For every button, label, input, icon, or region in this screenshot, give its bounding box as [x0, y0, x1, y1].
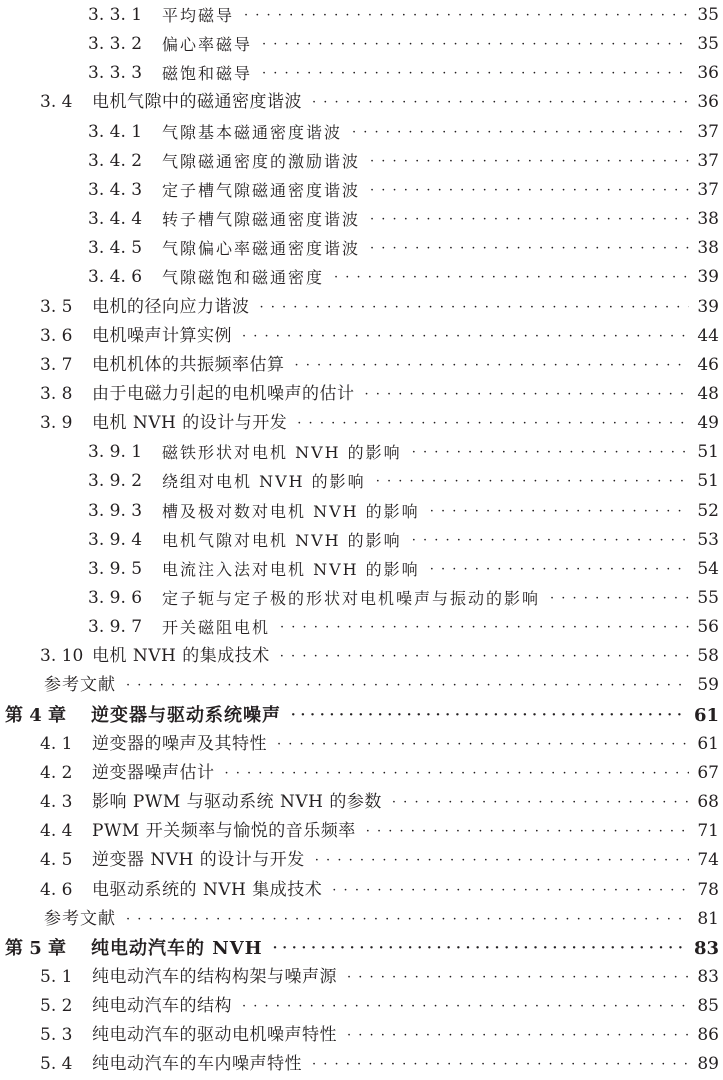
entry-title: 定子槽气隙磁通密度谐波 [162, 180, 361, 200]
entry-number: 第 4 章 [5, 704, 67, 726]
entry-page-number: 85 [697, 996, 719, 1017]
entry-number: 3. 5 [40, 296, 73, 317]
entry-page-number: 55 [697, 588, 719, 608]
dot-leader [242, 992, 689, 1021]
entry-number: 3. 9. 7 [88, 617, 143, 638]
dot-leader [244, 1, 689, 30]
entry-page-number: 71 [697, 821, 719, 842]
dot-leader [365, 380, 690, 409]
dot-leader [366, 817, 690, 846]
dot-leader [334, 263, 689, 292]
entry-title: 纯电动汽车的 NVH [91, 937, 263, 959]
entry-title: 电机气隙对电机 NVH 的影响 [162, 530, 402, 550]
entry-title: 逆变器与驱动系统噪声 [91, 704, 281, 726]
dot-leader [277, 730, 689, 759]
entry-number: 3. 3. 1 [88, 5, 143, 25]
toc-entry[interactable] [0, 555, 723, 584]
dot-leader [550, 584, 689, 613]
toc-entry[interactable] [0, 526, 723, 555]
entry-title: 电机 NVH 的设计与开发 [92, 413, 288, 434]
toc-entry[interactable] [0, 642, 723, 671]
entry-number: 5. 1 [40, 966, 73, 987]
toc-entry[interactable] [0, 992, 723, 1021]
entry-number: 3. 9. 6 [88, 588, 143, 608]
entry-title: 影响 PWM 与驱动系统 NVH 的参数 [92, 792, 382, 813]
entry-title: 逆变器 NVH 的设计与开发 [92, 850, 305, 871]
entry-number: 4. 5 [40, 850, 73, 871]
entry-title: 槽及极对数对电机 NVH 的影响 [162, 501, 420, 521]
toc-entry[interactable] [0, 88, 723, 117]
entry-title: 电机噪声计算实例 [92, 325, 232, 346]
entry-page-number: 56 [697, 617, 719, 638]
entry-page-number: 48 [697, 383, 719, 404]
dot-leader [280, 642, 690, 671]
entry-page-number: 86 [697, 1025, 719, 1046]
entry-title: 参考文献 [44, 908, 116, 929]
entry-page-number: 38 [697, 209, 719, 230]
entry-page-number: 38 [697, 238, 719, 259]
dot-leader [126, 671, 689, 700]
entry-page-number: 39 [697, 267, 719, 288]
entry-number: 3. 6 [40, 325, 73, 346]
entry-title: 定子轭与定子极的形状对电机噪声与振动的影响 [162, 589, 541, 608]
entry-page-number: 37 [697, 150, 719, 171]
toc-entry[interactable] [0, 730, 723, 759]
entry-title: 逆变器噪声估计 [92, 762, 215, 783]
chapter-entry[interactable] [0, 701, 723, 730]
dot-leader [262, 30, 689, 59]
toc-entry[interactable] [0, 1050, 723, 1079]
entry-title: 电机的径向应力谐波 [92, 296, 250, 317]
toc-entry[interactable] [0, 963, 723, 992]
toc-entry[interactable] [0, 876, 723, 905]
dot-leader [312, 1050, 689, 1079]
entry-title: 转子槽气隙磁通密度谐波 [162, 210, 361, 230]
entry-title: 偏心率磁导 [162, 35, 253, 55]
entry-page-number: 83 [693, 937, 719, 959]
entry-page-number: 83 [697, 966, 719, 987]
dot-leader [392, 788, 689, 817]
entry-title: 绕组对电机 NVH 的影响 [162, 472, 366, 492]
entry-number: 3. 3. 3 [88, 63, 143, 84]
entry-number: 3. 9 [40, 413, 73, 434]
dot-leader [332, 876, 689, 905]
toc-entry[interactable] [0, 380, 723, 409]
toc-entry[interactable] [0, 176, 723, 205]
entry-title: 电机气隙中的磁通密度谐波 [92, 92, 302, 113]
entry-page-number: 61 [697, 733, 719, 754]
toc-entry[interactable] [0, 59, 723, 88]
toc-entry[interactable] [0, 846, 723, 875]
entry-title: 电机机体的共振频率估算 [92, 354, 285, 375]
entry-page-number: 68 [697, 792, 719, 813]
entry-page-number: 46 [697, 354, 719, 375]
entry-number: 第 5 章 [5, 937, 67, 959]
entry-page-number: 49 [697, 413, 719, 434]
entry-number: 5. 2 [40, 996, 73, 1017]
dot-leader [370, 234, 689, 263]
entry-number: 3. 3. 2 [88, 34, 143, 55]
entry-page-number: 37 [697, 121, 719, 142]
toc-entry[interactable] [0, 205, 723, 234]
dot-leader [280, 613, 689, 642]
entry-number: 3. 4. 5 [88, 238, 143, 259]
entry-number: 3. 4. 3 [88, 179, 143, 200]
dot-leader [347, 1021, 689, 1050]
entry-title: PWM 开关频率与愉悦的音乐频率 [92, 821, 356, 842]
dot-leader [376, 467, 690, 496]
dot-leader [347, 963, 689, 992]
dot-leader [291, 701, 686, 730]
entry-page-number: 53 [697, 529, 719, 550]
entry-page-number: 89 [697, 1054, 719, 1075]
toc-entry[interactable] [0, 234, 723, 263]
entry-number: 4. 1 [40, 733, 73, 754]
entry-title: 气隙基本磁通密度谐波 [162, 122, 343, 142]
entry-page-number: 54 [697, 558, 719, 579]
entry-number: 3. 9. 5 [88, 558, 143, 579]
entry-title: 电流注入法对电机 NVH 的影响 [162, 559, 420, 579]
entry-title: 参考文献 [44, 675, 116, 696]
dot-leader [297, 409, 689, 438]
entry-number: 3. 4. 2 [88, 150, 143, 171]
entry-title: 逆变器的噪声及其特性 [92, 733, 267, 754]
dot-leader [260, 293, 690, 322]
toc-entry[interactable] [0, 263, 723, 292]
entry-title: 电驱动系统的 NVH 集成技术 [92, 879, 323, 900]
toc-entry[interactable] [0, 613, 723, 642]
toc-entry[interactable] [0, 759, 723, 788]
entry-page-number: 81 [697, 908, 719, 929]
entry-page-number: 35 [697, 34, 719, 55]
entry-title: 平均磁导 [162, 6, 235, 25]
entry-number: 3. 7 [40, 354, 73, 375]
entry-page-number: 37 [697, 179, 719, 200]
entry-number: 5. 3 [40, 1025, 73, 1046]
dot-leader [370, 147, 689, 176]
entry-title: 气隙磁通密度的激励谐波 [162, 151, 361, 171]
toc-entry[interactable] [0, 788, 723, 817]
entry-number: 5. 4 [40, 1054, 73, 1075]
entry-page-number: 36 [697, 63, 719, 84]
dot-leader [430, 497, 690, 526]
entry-title: 纯电动汽车的结构构架与噪声源 [92, 966, 337, 987]
references-entry[interactable] [0, 671, 723, 700]
entry-page-number: 36 [697, 92, 719, 113]
dot-leader [370, 205, 689, 234]
entry-title: 由于电磁力引起的电机噪声的估计 [92, 383, 355, 404]
references-entry[interactable] [0, 905, 723, 934]
entry-page-number: 78 [697, 879, 719, 900]
dot-leader [262, 59, 689, 88]
entry-number: 3. 4 [40, 92, 73, 113]
dot-leader [412, 438, 690, 467]
entry-page-number: 59 [697, 675, 719, 696]
toc-entry[interactable] [0, 409, 723, 438]
entry-number: 4. 3 [40, 792, 73, 813]
entry-title: 磁铁形状对电机 NVH 的影响 [162, 443, 402, 463]
dot-leader [312, 88, 689, 117]
entry-title: 纯电动汽车的结构 [92, 996, 232, 1017]
entry-page-number: 74 [697, 850, 719, 871]
dot-leader [242, 322, 689, 351]
entry-number: 3. 4. 4 [88, 209, 143, 230]
entry-title: 电机 NVH 的集成技术 [92, 646, 270, 667]
entry-title: 纯电动汽车的车内噪声特性 [92, 1054, 302, 1075]
dot-leader [273, 934, 686, 963]
entry-title: 开关磁阻电机 [162, 618, 271, 638]
entry-title: 气隙偏心率磁通密度谐波 [162, 239, 361, 259]
dot-leader [352, 118, 689, 147]
toc-entry[interactable] [0, 1, 723, 30]
entry-number: 3. 8 [40, 383, 73, 404]
toc-entry[interactable] [0, 467, 723, 496]
chapter-entry[interactable] [0, 934, 723, 963]
entry-number: 3. 10 [40, 646, 84, 667]
entry-page-number: 58 [697, 646, 719, 667]
toc-entry[interactable] [0, 30, 723, 59]
dot-leader [295, 351, 690, 380]
entry-page-number: 52 [697, 500, 719, 521]
entry-number: 3. 9. 1 [88, 442, 143, 463]
dot-leader [225, 759, 690, 788]
entry-number: 4. 6 [40, 879, 73, 900]
entry-number: 3. 4. 6 [88, 267, 143, 288]
entry-number: 4. 2 [40, 762, 73, 783]
toc-entry[interactable] [0, 584, 723, 613]
entry-number: 3. 9. 3 [88, 500, 143, 521]
entry-page-number: 39 [697, 296, 719, 317]
entry-page-number: 44 [697, 325, 719, 346]
dot-leader [412, 526, 690, 555]
toc-entry[interactable] [0, 147, 723, 176]
toc-entry[interactable] [0, 118, 723, 147]
entry-number: 3. 9. 4 [88, 529, 143, 550]
dot-leader [315, 846, 690, 875]
entry-number: 3. 4. 1 [88, 121, 143, 142]
entry-title: 磁饱和磁导 [162, 64, 253, 84]
entry-page-number: 61 [693, 704, 719, 726]
toc-entry[interactable] [0, 293, 723, 322]
toc-entry[interactable] [0, 817, 723, 846]
dot-leader [430, 555, 690, 584]
entry-page-number: 67 [697, 762, 719, 783]
entry-page-number: 51 [697, 471, 719, 492]
entry-page-number: 51 [697, 442, 719, 463]
dot-leader [370, 176, 689, 205]
entry-title: 纯电动汽车的驱动电机噪声特性 [92, 1025, 337, 1046]
toc-entry[interactable] [0, 322, 723, 351]
entry-title: 气隙磁饱和磁通密度 [162, 268, 325, 288]
entry-number: 3. 9. 2 [88, 471, 143, 492]
toc-entry[interactable] [0, 1021, 723, 1050]
entry-number: 4. 4 [40, 821, 73, 842]
toc-entry[interactable] [0, 497, 723, 526]
dot-leader [126, 905, 689, 934]
entry-page-number: 35 [697, 5, 719, 25]
toc-entry[interactable] [0, 438, 723, 467]
toc-entry[interactable] [0, 351, 723, 380]
